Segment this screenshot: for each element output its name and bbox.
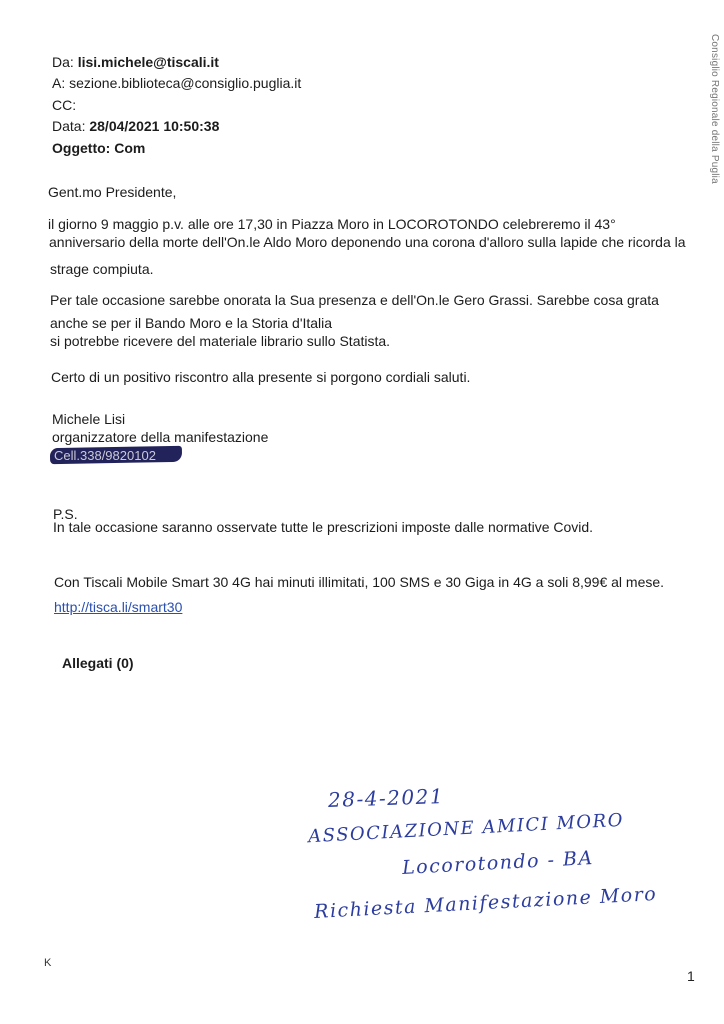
handwritten-date: 28-4-2021 (327, 783, 445, 813)
to-row (52, 74, 301, 92)
signature-phone: Cell.338/9820102 (54, 448, 156, 463)
paragraph-2-line-2: anche se per il Bando Moro e la Storia d'Italia (50, 315, 333, 331)
from-row (52, 53, 219, 71)
side-stamp: Consiglio Regionale della Puglia (709, 34, 720, 184)
handwritten-line-2: Locorotondo - BA (401, 846, 595, 880)
date-row (52, 117, 219, 135)
to-value: sezione.biblioteca@consiglio.puglia.it (69, 75, 302, 91)
subject-value: Com (114, 140, 146, 156)
salutation: Gent.mo Presidente, (48, 184, 177, 200)
handwritten-line-1: ASSOCIAZIONE AMICI MORO (307, 809, 625, 848)
paragraph-1-line-1: il giorno 9 maggio p.v. alle ore 17,30 in Piazza Moro in LOCOROTONDO celebreremo il 43° (48, 216, 616, 232)
cc-label: CC: (52, 97, 77, 113)
date-label: Data: (52, 118, 86, 134)
paragraph-2-line-3: si potrebbe ricevere del materiale librario sullo Statista. (50, 333, 391, 349)
date-value: 28/04/2021 10:50:38 (89, 118, 220, 134)
to-label: A: (52, 75, 66, 91)
from-value: lisi.michele@tiscali.it (77, 54, 219, 70)
subject-row (52, 139, 145, 157)
cc-row (52, 96, 76, 114)
handwritten-line-3: Richiesta Manifestazione Moro (313, 883, 658, 923)
signature-name: Michele Lisi (52, 411, 126, 427)
corner-mark: K (44, 957, 52, 969)
paragraph-1-line-2: anniversario della morte dell'On.le Aldo Moro deponendo una corona d'alloro sulla lapide che ricorda la (49, 234, 686, 250)
from-label: Da: (52, 54, 74, 70)
paragraph-1-line-3: strage compiuta. (50, 261, 154, 277)
page-number: 1 (687, 968, 695, 984)
ad-text: Con Tiscali Mobile Smart 30 4G hai minuti illimitati, 100 SMS e 30 Giga in 4G a soli 8,99€ al mese. (54, 574, 665, 590)
attachments-label: Allegati (0) (62, 655, 134, 671)
ps-label: P.S. (53, 506, 78, 522)
ad-link[interactable]: http://tisca.li/smart30 (54, 599, 183, 615)
subject-label: Oggetto: (52, 140, 111, 156)
signature-role: organizzatore della manifestazione (52, 429, 269, 445)
ps-text: In tale occasione saranno osservate tutte le prescrizioni imposte dalle normative Covid. (53, 519, 594, 535)
paragraph-3: Certo di un positivo riscontro alla presente si porgono cordiali saluti. (51, 369, 471, 385)
paragraph-2-line-1: Per tale occasione sarebbe onorata la Sua presenza e dell'On.le Gero Grassi. Sarebbe cosa grata (50, 292, 659, 308)
